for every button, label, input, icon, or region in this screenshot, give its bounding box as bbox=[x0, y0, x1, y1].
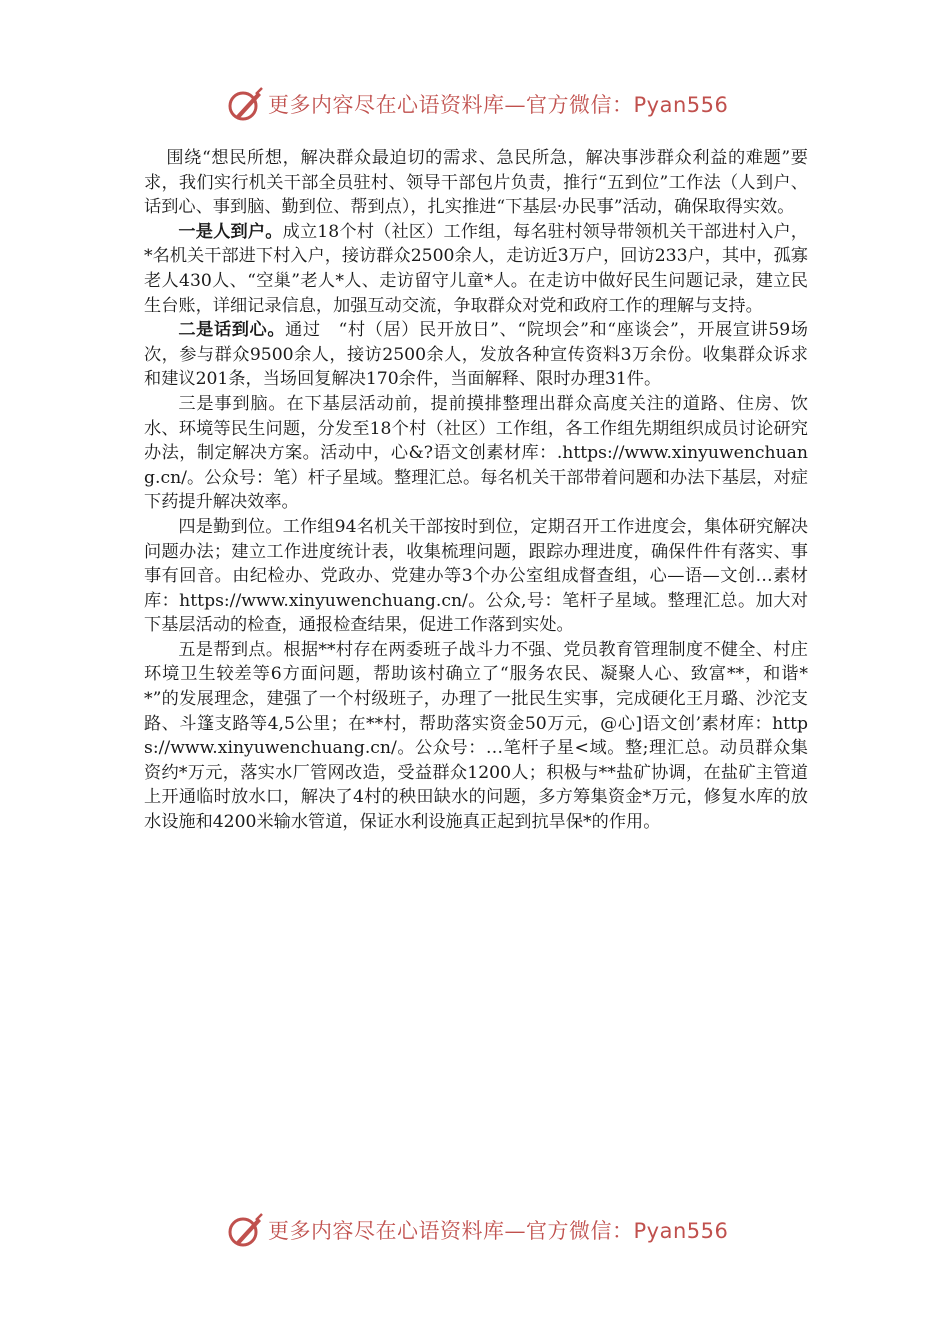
banner-content bbox=[228, 1210, 728, 1250]
footer-banner bbox=[0, 1210, 950, 1250]
banner-text: 更多内容尽在心语资料库—官方微信：Pyan556 bbox=[268, 93, 729, 117]
paragraph-lead: 一是人到户。 bbox=[178, 221, 283, 242]
wechat-handle: Pyan556 bbox=[633, 93, 729, 117]
paragraph-1: 一是人到户。成立18个村（社区）工作组，每名驻村领导带领机关干部进村入户，*名机关干部进下村入户，接访群众2500余人，走访近3万户，回访233户，其中，孤寡老人430人、“空巢”老人*人、走访留守儿童*人。在走访中做好民生问题记录，建立民生台账，详细记录信息，加强互动交流，争取群众对党和政府工作的理解与支持。 bbox=[144, 221, 808, 316]
paragraph-5: 五是帮到点。根据**村存在两委班子战斗力不强、党员教育管理制度不健全、村庄环境卫生较差等6方面问题，帮助该村确立了“服务农民、凝聚人心、致富**，和谐**”的发展理念，建强了一个村级班子，办理了一批民生实事，完成硬化王月璐、沙沱支路、斗篷支路等4,5公里；在**村，帮助落实资金50万元，@心]语文创’素材库：https://www.xinyuwenchuang.cn/。公众号：…笔杆子星<域。整;理汇总。动员群众集资约*万元，落实水厂管网改造，受益群众1200人；积极与**盐矿协调，在盐矿主管道上开通临时放水口，解决了4村的秧田缺水的问题，多方筹集资金*万元，修复水库的放水设施和4200米输水管道，保证水利设施真正起到抗旱保*的作用。 bbox=[144, 639, 808, 833]
pen-logo-icon bbox=[228, 1212, 264, 1248]
pen-logo-icon bbox=[228, 86, 264, 122]
paragraph-lead: 二是话到心。 bbox=[178, 320, 286, 341]
banner-text: 更多内容尽在心语资料库—官方微信：Pyan556 bbox=[268, 1219, 729, 1243]
document-body bbox=[144, 146, 808, 835]
paragraph-intro: 围绕“想民所想，解决群众最迫切的需求、急民所急，解决事涉群众利益的难题”要求，我们实行机关干部全员驻村、领导干部包片负责，推行“五到位”工作法（人到户、话到心、事到脑、勤到位、帮到点），扎实推进“下基层·办民事”活动，确保取得实效。 bbox=[144, 148, 808, 218]
paragraph-4: 四是勤到位。工作组94名机关干部按时到位，定期召开工作进度会，集体研究解决问题办法；建立工作进度统计表，收集梳理问题，跟踪办理进度，确保件件有落实、事事有回音。由纪检办、党政办、党建办等3个办公室组成督查组，心—语—文创…素材库：https://www.xinyuwenchuang.cn/。公众,号：笔杆子星域。整理汇总。加大对下基层活动的检查，通报检查结果，促进工作落到实处。 bbox=[144, 516, 808, 636]
wechat-handle: Pyan556 bbox=[633, 1219, 729, 1243]
paragraph-3: 三是事到脑。在下基层活动前，提前摸排整理出群众高度关注的道路、住房、饮水、环境等民生问题，分发至18个村（社区）工作组，各工作组先期组织成员讨论研究办法，制定解决方案。活动中，心&?语文创素材库：.https://www.xinyuwenchuang.cn/。公众号：笔）杆子星域。整理汇总。每名机关干部带着问题和办法下基层，对症下药提升解决效率。 bbox=[144, 393, 808, 513]
header-banner bbox=[0, 84, 950, 124]
paragraph-2: 二是话到心。通过 “村（居）民开放日”、“院坝会”和“座谈会”，开展宣讲59场次，参与群众9500余人，接访2500余人，发放各种宣传资料3万余份。收集群众诉求和建议201条，当场回复解决170余件，当面解释、限时办理31件。 bbox=[144, 320, 808, 390]
banner-content bbox=[228, 84, 728, 124]
